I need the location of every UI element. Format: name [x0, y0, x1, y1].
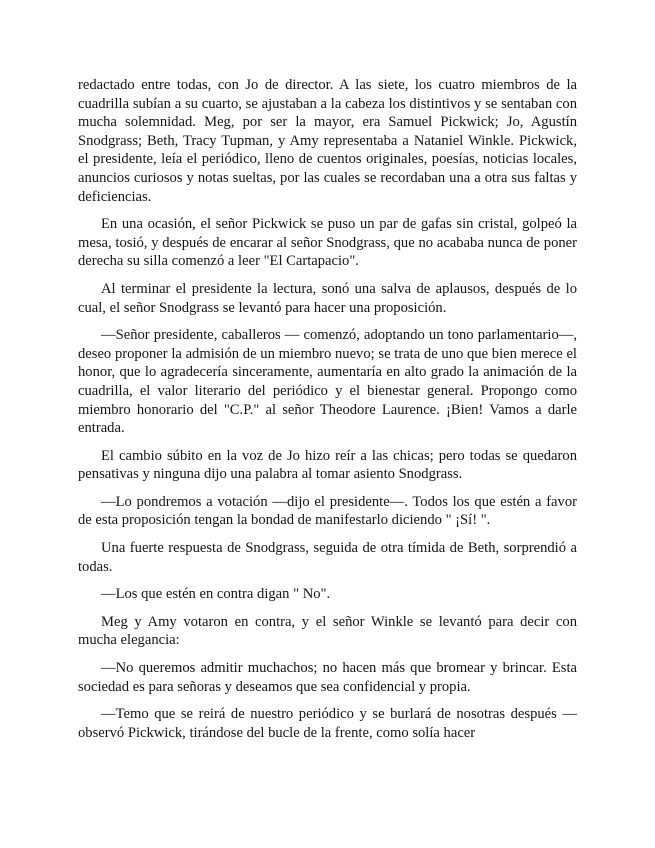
- document-page: [78, 76, 577, 742]
- paragraph-4: —Señor presidente, caballeros — comenzó, adoptando un tono parlamentario—, deseo proponer la admisión de un miembro nuevo; se trata de uno que bien merece el honor, que lo agradecería sinceramente, aumentaría en alto grado la animación de la cuadrilla, el valor literario del periódico y el bienestar general. Propongo como miembro honorario del "C.P." al señor Theodore Laurence. ¡Bien! Vamos a darle entrada.: [78, 327, 577, 437]
- paragraph-1: redactado entre todas, con Jo de director. A las siete, los cuatro miembros de la cuadrilla subían a su cuarto, se ajustaban a la cabeza los distintivos y se sentaban con mucha solemnidad. Meg, por ser la mayor, era Samuel Pickwick; Jo, Agustín Snodgrass; Beth, Tracy Tupman, y Amy representaba a Nataniel Winkle. Pickwick, el presidente, leía el periódico, lleno de cuentos originales, poesías, noticias locales, anuncios curiosos y notas sueltas, por las cuales se recordaban una a otra sus faltas y deficiencias.: [78, 77, 577, 205]
- paragraph-7: Una fuerte respuesta de Snodgrass, seguida de otra tímida de Beth, sorprendió a todas.: [78, 540, 577, 575]
- paragraph-6: —Lo pondremos a votación —dijo el presidente—. Todos los que estén a favor de esta proposición tengan la bondad de manifestarlo diciendo " ¡Sí! ".: [78, 493, 577, 529]
- paragraph-5: El cambio súbito en la voz de Jo hizo reír a las chicas; pero todas se quedaron pensativas y ninguna dijo una palabra al tomar asiento Snodgrass.: [78, 447, 577, 483]
- paragraph-11: —Temo que se reirá de nuestro periódico y se burlará de nosotras después —observó Pickwick, tirándose del bucle de la frente, como solía hacer: [78, 706, 577, 741]
- paragraph-8: —Los que estén en contra digan " No".: [101, 586, 331, 603]
- paragraph-2: En una ocasión, el señor Pickwick se puso un par de gafas sin cristal, golpeó la mesa, tosió, y después de encarar al señor Snodgrass, que no acababa nunca de poner derecha su silla comenzó a leer "El Cartapacio".: [78, 216, 577, 270]
- paragraph-9: Meg y Amy votaron en contra, y el señor Winkle se levantó para decir con mucha elegancia:: [78, 613, 577, 649]
- paragraph-3: Al terminar el presidente la lectura, sonó una salva de aplausos, después de lo cual, el señor Snodgrass se levantó para hacer una proposición.: [78, 280, 577, 316]
- paragraph-10: —No queremos admitir muchachos; no hacen más que bromear y brincar. Esta sociedad es para señoras y deseamos que sea confidencial y propia.: [78, 660, 577, 695]
